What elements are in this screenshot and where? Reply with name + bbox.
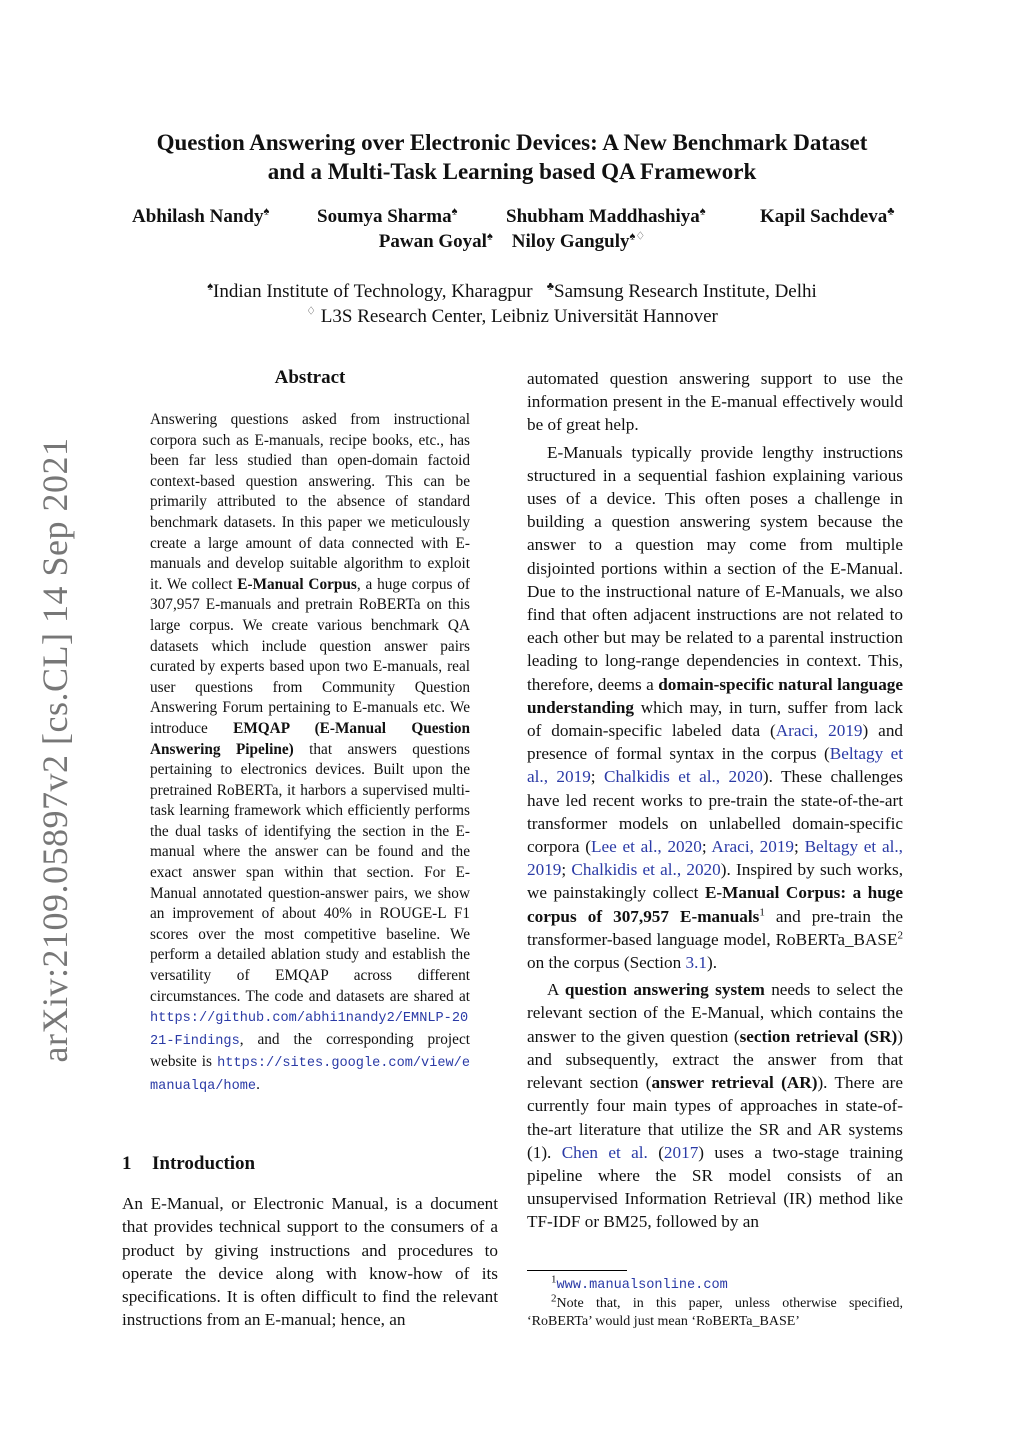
abstract-text: . (256, 1076, 260, 1093)
author-2 (317, 206, 457, 228)
author-name: Shubham Maddhashiya (506, 206, 700, 227)
affiliations-line-1 (80, 281, 944, 303)
bold-text: section retrieval (SR) (739, 1026, 898, 1046)
text: ) and subsequently, extract the answer from that relevant section ( (527, 1026, 903, 1093)
author-mark: ♣ (887, 205, 895, 218)
text: ( (647, 1142, 664, 1162)
abstract-bold: E-Manual Corpus (237, 575, 357, 593)
footnotes (527, 1273, 903, 1331)
text: ; (701, 837, 712, 857)
citation-link[interactable]: Araci, 2019 (711, 837, 795, 857)
abstract-bold: EMQAP (E-Manual Question Answering Pipeline) (150, 719, 470, 758)
affiliations-line-2 (80, 306, 944, 328)
text: which may, in turn, suffer from lack of domain-specific labeled data ( (527, 697, 903, 741)
authors-line-2 (80, 231, 944, 253)
abstract-text: , and the corresponding project website is (150, 1030, 470, 1071)
author-6-name: Niloy Ganguly (511, 231, 630, 252)
bold-text: E-Manual Corpus: a huge corpus of 307,957 E-manuals (527, 883, 903, 926)
author-mark: ♠♢ (629, 230, 646, 243)
right-paragraph-3 (527, 978, 903, 1233)
section-title: Introduction (152, 1153, 256, 1174)
footnote-text: Note that, in this paper, unless otherwise specified, ‘RoBERTa’ would just mean ‘RoBERTa_BASE’ (527, 1296, 903, 1329)
arxiv-identifier: arXiv:2109.05897v2 [cs.CL] 14 Sep 2021 (35, 437, 75, 1063)
text: and pre-train the transformer-based language model, RoBERTa_BASE (527, 906, 903, 949)
right-paragraph-1: automated question answering support to use the information present in the E-manual effectively would be of great help. (527, 369, 903, 435)
text: on the corpus (Section (527, 953, 686, 973)
citation-link[interactable]: 2017 (663, 1142, 699, 1162)
text: ). There are currently four main types of approaches in state-of-the-art literature that utilize the SR and AR systems (1). (527, 1073, 903, 1162)
text: ; (590, 767, 604, 787)
citation-link[interactable]: Lee et al., 2020 (590, 837, 702, 857)
author-name: Abhilash Nandy (132, 206, 264, 227)
author-mark: ♠ (699, 205, 706, 218)
section-reference-link[interactable]: 3.1 (685, 953, 707, 973)
footnote-url-link[interactable]: www.manualsonline.com (556, 1278, 728, 1293)
github-link[interactable]: https://github.com/abhi1nandy2/EMNLP-2021-Findings (150, 1011, 469, 1049)
footnote-number: 2 (551, 1292, 557, 1305)
text: E-Manuals typically provide lengthy instructions structured in a sequential fashion explaining various uses of a device. This often poses a challenge in building a question answering system because the answer to a question may come from multiple disjointed portions within a section of the E-Manual. Due to the instructional nature of E-Manuals, we also find that often adjacent instructions are not related to each other but may be related to a parental instruction leading to long-range dependencies in context. This, therefore, deems a (527, 442, 903, 694)
citation-link[interactable]: Beltagy et al., 2019 (527, 744, 903, 787)
author-mark: ♠ (263, 205, 270, 218)
footnote-marker[interactable]: 1 (759, 905, 765, 918)
bold-text: answer retrieval (AR) (651, 1073, 818, 1093)
footnote-divider (527, 1270, 627, 1271)
author-mark: ♠ (486, 230, 493, 243)
author-1 (132, 206, 269, 228)
text: ) uses a two-stage training pipeline where the SR model consists of an unsupervised Information Retrieval (IR) method like TF-IDF or BM25, followed by an (527, 1142, 903, 1232)
abstract-text: , a huge corpus of 307,957 E-manuals and pretrain RoBERTa on this large corpus. We create various benchmark QA datasets which include question answer pairs curated by experts based upon two E-manuals, real user questions from Community Question Answering Forum pertaining to E-manuals etc. We introduce (150, 575, 471, 737)
abstract-body (150, 410, 470, 1098)
author-name: Soumya Sharma (317, 206, 452, 227)
author-name: Kapil Sachdeva (760, 206, 888, 227)
project-website-link[interactable]: https://sites.google.com/view/emanualqa/home (150, 1056, 470, 1094)
affiliation-mark: ♠ (207, 280, 214, 293)
affiliation-mark: ♣ (546, 280, 554, 293)
abstract-heading: Abstract (274, 367, 346, 388)
abstract-text: Answering questions asked from instructional corpora such as E-manuals, recipe books, etc., has been far less studied than open-domain factoid context-based question answering. This can be primarily attributed to the absence of standard benchmark datasets. In this paper we meticulously create a large amount of data connected with E-manuals and develop suitable algorithm to exploit it. We collect (150, 411, 470, 593)
text: ). These challenges have led recent works to pre-train the state-of-the-art transformer models on unlabelled domain-specific corpora ( (527, 767, 903, 857)
text: A (547, 980, 565, 1000)
text: ; (794, 837, 805, 857)
text: ). Inspired by such works, we painstakingly collect (527, 860, 904, 903)
author-3 (506, 206, 706, 228)
footnote-number: 1 (551, 1273, 557, 1286)
abstract-text: that answers questions pertaining to electronics devices. Built upon the pretrained RoBERTa, it harbors a supervised multi-task learning framework which efficiently performs the dual tasks of identifying the section in the E-manual where the answer can be found and the exact answer span within that section. For E-Manual annotated question-answer pairs, we show an improvement of about 40% in ROUGE-L F1 scores over the most competitive baseline. We perform a detailed ablation study and establish the versatility of EMQAP across different circumstances. The code and datasets are shared at (150, 740, 470, 1005)
citation-link[interactable]: Chen et al. (561, 1142, 648, 1162)
author-4 (760, 206, 894, 228)
text: ; (561, 860, 572, 880)
author-mark: ♠ (451, 205, 458, 218)
citation-link[interactable]: Beltagy et al., 2019 (527, 837, 903, 880)
author-5-name: Pawan Goyal (378, 231, 487, 252)
text: ) and presence of formal syntax in the corpus ( (527, 721, 904, 764)
right-paragraph-2 (527, 441, 903, 975)
intro-paragraph: An E-Manual, or Electronic Manual, is a document that provides technical support to the consumers of a product by giving instructions and procedures to operate the device along with know-how of its specifications. It is often difficult to find the relevant instructions from an E-manual; hence, an (122, 1194, 498, 1330)
right-column (527, 367, 903, 1238)
bold-text: question answering system (564, 980, 765, 1000)
citation-link[interactable]: Araci, 2019 (775, 721, 863, 741)
footnote-marker[interactable]: 2 (897, 929, 903, 942)
section-number: 1 (122, 1153, 132, 1174)
text: needs to select the relevant section of the E-Manual, which contains the answer to the given question ( (527, 980, 903, 1046)
affiliation-iit: Indian Institute of Technology, Kharagpur (213, 281, 533, 302)
section-heading-introduction (122, 1153, 255, 1175)
footnote-2 (527, 1292, 903, 1331)
affiliation-l3s: L3S Research Center, Leibniz Universität Hannover (320, 306, 718, 327)
footnote-1 (527, 1273, 903, 1295)
affiliation-samsung: Samsung Research Institute, Delhi (554, 281, 817, 302)
title-line-2: and a Multi-Task Learning based QA Framework (267, 159, 757, 184)
title-line-1: Question Answering over Electronic Devices: A New Benchmark Dataset (156, 130, 868, 155)
citation-link[interactable]: Chalkidis et al., 2020 (603, 767, 763, 787)
affiliation-mark: ♢ (306, 305, 317, 318)
text: ). (706, 953, 717, 973)
citation-link[interactable]: Chalkidis et al., 2020 (571, 860, 721, 880)
bold-text: domain-specific natural language understanding (527, 674, 904, 717)
paper-title (80, 128, 944, 186)
